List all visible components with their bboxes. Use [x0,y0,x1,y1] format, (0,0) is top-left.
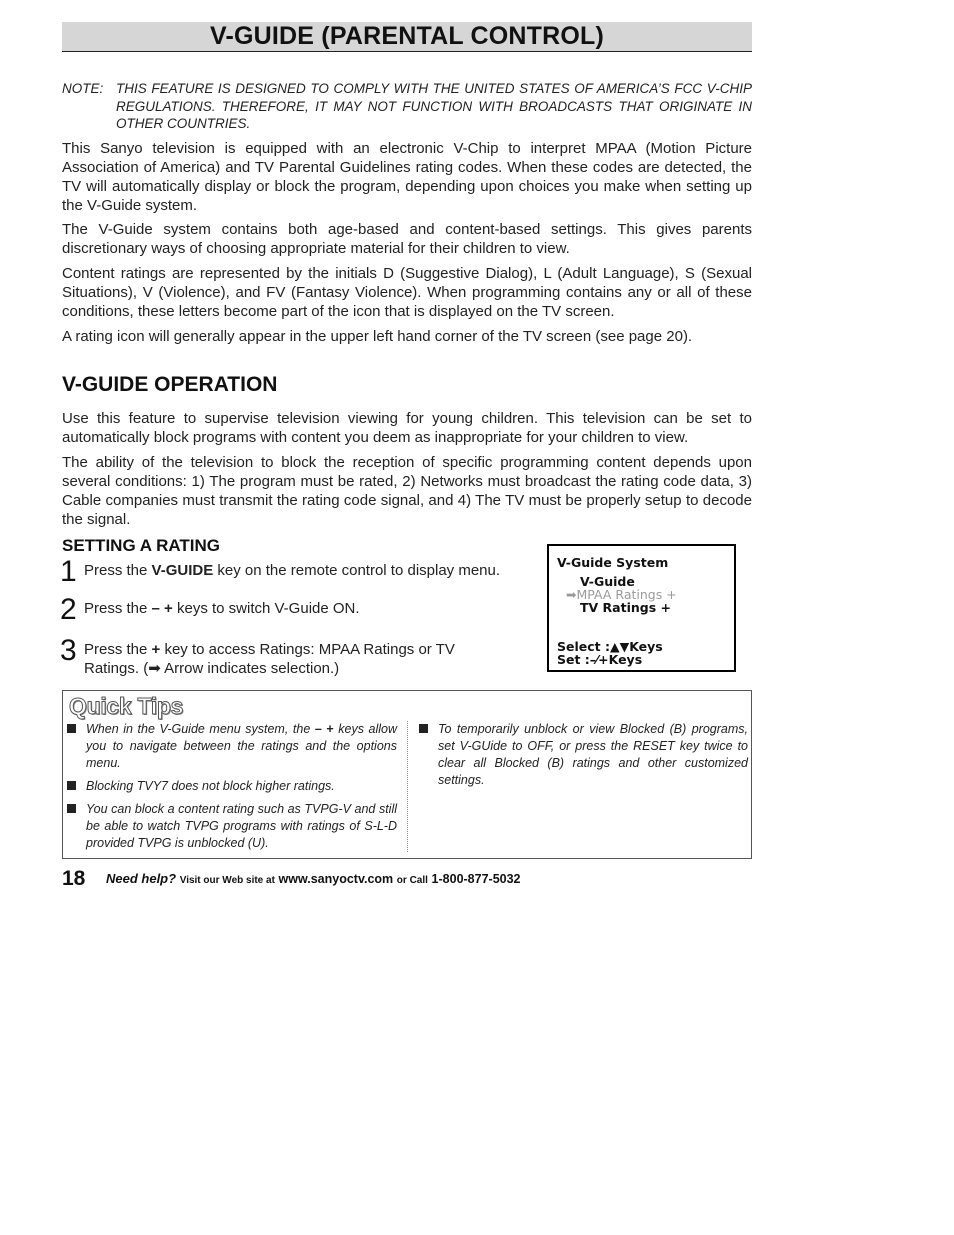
square-bullet-icon [67,724,76,733]
setting-heading: SETTING A RATING [62,536,221,555]
intro-paragraph-4: A rating icon will generally appear in the upper left hand corner of the TV screen (see page 20). [62,328,693,345]
tip-item: Blocking TVY7 does not block higher ratings. [63,778,397,795]
note-label: NOTE: [62,81,104,96]
quick-tips-right-column [415,721,748,795]
quick-tips-left-column [63,721,397,858]
osd-item-mpaa-ratings: ➡MPAA Ratings + [566,587,677,602]
operation-heading: V-GUIDE OPERATION [62,373,278,396]
intro-paragraph-3: Content ratings are represented by the initials D (Suggestive Dialog), L (Adult Language), S (Sexual Situations), V (Violence), and FV (Fantasy Violence). When programming contains any or all of these conditions, these letters become part of the icon that is displayed on the TV screen. [62,265,752,320]
step-2 [60,593,530,626]
fcc-note [62,80,752,133]
quick-tips-title: Quick Tips [69,693,184,719]
page-number: 18 [62,867,86,890]
osd-select-hint: Select :▲▼Keys [557,639,663,654]
osd-title: V-Guide System [557,555,669,570]
square-bullet-icon [67,804,76,813]
help-line: Need help? Visit our Web site at www.sanyoctv.com or Call 1-800-877-5032 [106,871,521,886]
page-title: V-GUIDE (PARENTAL CONTROL) [209,22,605,50]
tip-item: To temporarily unblock or view Blocked (B) programs, set V-GUide to OFF, or press the RESET key twice to clear all Blocked (B) ratings and other customized settings. [415,721,748,789]
osd-item-vguide: V-Guide [580,574,635,589]
website-link[interactable]: www.sanyoctv.com [278,872,394,886]
intro-paragraph-2: The V-Guide system contains both age-based and content-based settings. This gives parents discretionary ways of choosing appropriate material for their children to view. [62,221,752,257]
intro-paragraph-1: This Sanyo television is equipped with an electronic V-Chip to interpret MPAA (Motion Picture Association of America) and TV Parental Guidelines rating codes. When these codes are detected, the TV will automatically display or block the program, depending upon choices you make when setting up the V-Guide system. [62,140,752,214]
square-bullet-icon [67,781,76,790]
tip-item: When in the V-Guide menu system, the – + keys allow you to navigate between the ratings and the options menu. [63,721,397,772]
operation-paragraph-1: Use this feature to supervise television viewing for young children. This television can be set to automatically block programs with content you deem as inappropriate for your children to view. [62,410,752,446]
step-number: 1 [60,555,77,588]
step-3 [60,634,490,678]
operation-paragraph-2: The ability of the television to block the reception of specific programming content depends upon several conditions: 1) The program must be rated, 2) Networks must broadcast the rating code data, 3) Cable companies must transmit the rating code signal, and 4) The TV must be properly setup to decode the signal. [62,454,752,528]
step-number: 3 [60,634,77,667]
osd-set-hint: Set :–⁄+Keys [557,652,643,667]
step-text: Press the + key to access Ratings: MPAA Ratings or TV Ratings. (➡ Arrow indicates selection.) [84,641,455,677]
vguide-menu-screen [547,544,736,672]
step-number: 2 [60,593,77,626]
phone-number: 1-800-877-5032 [431,872,521,886]
tip-item: You can block a content rating such as TVPG-V and still be able to watch TVPG programs with ratings of S-L-D provided TVPG is unblocked (U). [63,801,397,852]
step-text: Press the – + keys to switch V-Guide ON. [84,600,360,617]
page-header [62,22,752,52]
square-bullet-icon [419,724,428,733]
step-text: Press the V-GUIDE key on the remote control to display menu. [84,562,501,579]
note-text: THIS FEATURE IS DESIGNED TO COMPLY WITH THE UNITED STATES OF AMERICA’S FCC V-CHIP REGULATIONS. THEREFORE, IT MAY NOT FUNCTION WITH BROADCASTS THAT ORIGINATE IN OTHER COUNTRIES. [116,81,752,131]
quick-tips-box [62,690,752,859]
page-footer [62,866,752,892]
step-1 [60,555,530,588]
tips-divider [407,721,408,852]
osd-item-tv-ratings: TV Ratings + [580,600,671,615]
